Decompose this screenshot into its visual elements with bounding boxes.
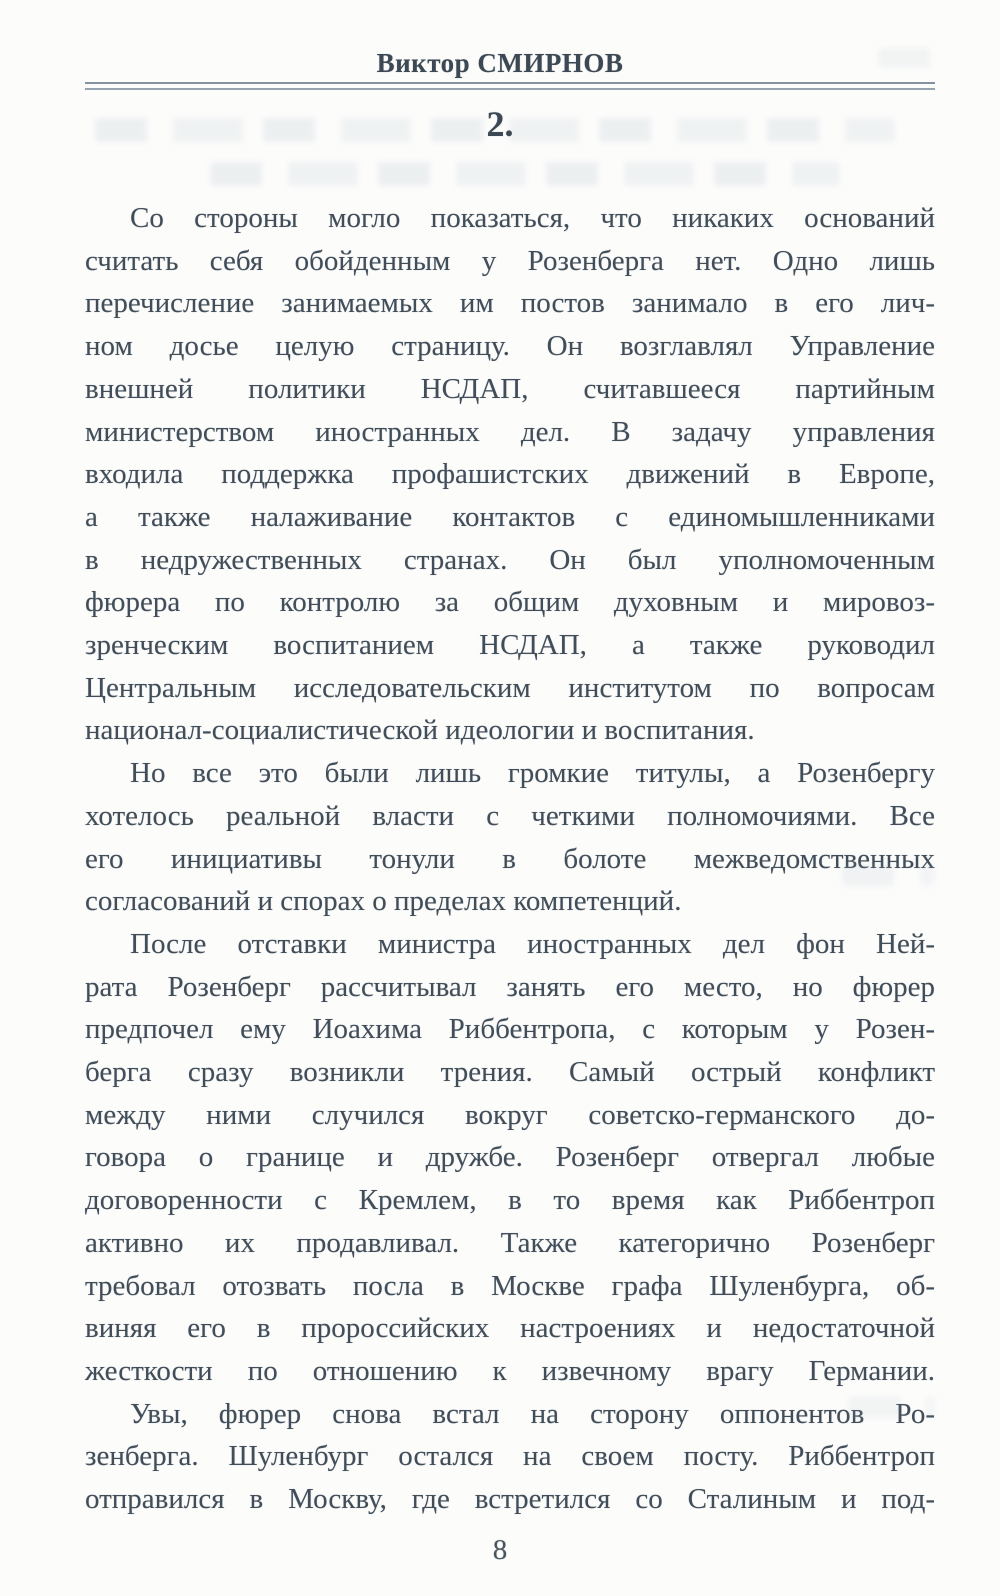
body-line: а также налаживание контактов с единомышленниками bbox=[85, 500, 935, 533]
body-line: После отставки министра иностранных дел фон Ней- bbox=[130, 927, 935, 960]
body-line: виняя его в пророссийских настроениях и недостаточной bbox=[85, 1312, 935, 1345]
body-line: министерством иностранных дел. В задачу управления bbox=[85, 415, 935, 448]
body-line: берга сразу возникли трения. Самый острый конфликт bbox=[85, 1056, 935, 1089]
body-line: зенберга. Шуленбург остался на своем посту. Риббентроп bbox=[85, 1440, 935, 1473]
body-line: Со стороны могло показаться, что никаких оснований bbox=[130, 202, 935, 234]
body-line: Центральным исследовательским институтом по вопросам bbox=[85, 671, 935, 704]
body-line: говора о границе и дружбе. Розенберг отвергал любые bbox=[85, 1141, 935, 1174]
body-line: согласований и спорах о пределах компетенций. bbox=[85, 885, 682, 918]
body-line: национал-социалистической идеологии и воспитания. bbox=[85, 714, 755, 747]
body-line: Но все это были лишь громкие титулы, а Розенбергу bbox=[130, 757, 935, 790]
body-line: его инициативы тонули в болоте межведомственных bbox=[85, 842, 935, 875]
page-number: 8 bbox=[492, 1534, 508, 1566]
body-line: жесткости по отношению к извечному врагу Германии. bbox=[85, 1354, 935, 1387]
body-line: считать себя обойденным у Розенберга нет. Одно лишь bbox=[85, 244, 935, 277]
body-line: хотелось реальной власти с четкими полномочиями. Все bbox=[85, 799, 935, 832]
body-line: внешней политики НСДАП, считавшееся партийным bbox=[85, 372, 935, 405]
running-header-author: Виктор СМИРНОВ bbox=[376, 48, 624, 78]
body-text bbox=[85, 197, 935, 1521]
header-divider-rule bbox=[85, 82, 935, 90]
body-line: в недружественных странах. Он был уполномоченным bbox=[85, 543, 935, 576]
body-line: активно их продавливал. Также категорично Розенберг bbox=[85, 1226, 935, 1259]
body-line: предпочел ему Иоахима Риббентропа, с которым у Розен- bbox=[85, 1013, 935, 1046]
body-line: зренческим воспитанием НСДАП, а также руководил bbox=[85, 629, 935, 662]
body-line: требовал отозвать посла в Москве графа Шуленбурга, об- bbox=[85, 1269, 935, 1302]
body-line: фюрера по контролю за общим духовным и мировоз- bbox=[85, 586, 935, 619]
body-line: отправился в Москву, где встретился со Сталиным и под- bbox=[85, 1483, 935, 1516]
body-line: договоренности с Кремлем, в то время как Риббентроп bbox=[85, 1184, 935, 1217]
body-line: Увы, фюрер снова встал на сторону оппонентов Ро- bbox=[130, 1397, 935, 1430]
body-line: перечисление занимаемых им постов занимало в его лич- bbox=[85, 287, 935, 320]
section-number: 2. bbox=[486, 104, 514, 144]
bleed-through-artifact bbox=[210, 162, 840, 186]
body-line: ном досье целую страницу. Он возглавлял Управление bbox=[85, 330, 935, 363]
body-line: входила поддержка профашистских движений в Европе, bbox=[85, 458, 935, 491]
body-line: между ними случился вокруг советско-германского до- bbox=[85, 1098, 935, 1131]
body-line: рата Розенберг рассчитывал занять его место, но фюрер bbox=[85, 970, 935, 1003]
